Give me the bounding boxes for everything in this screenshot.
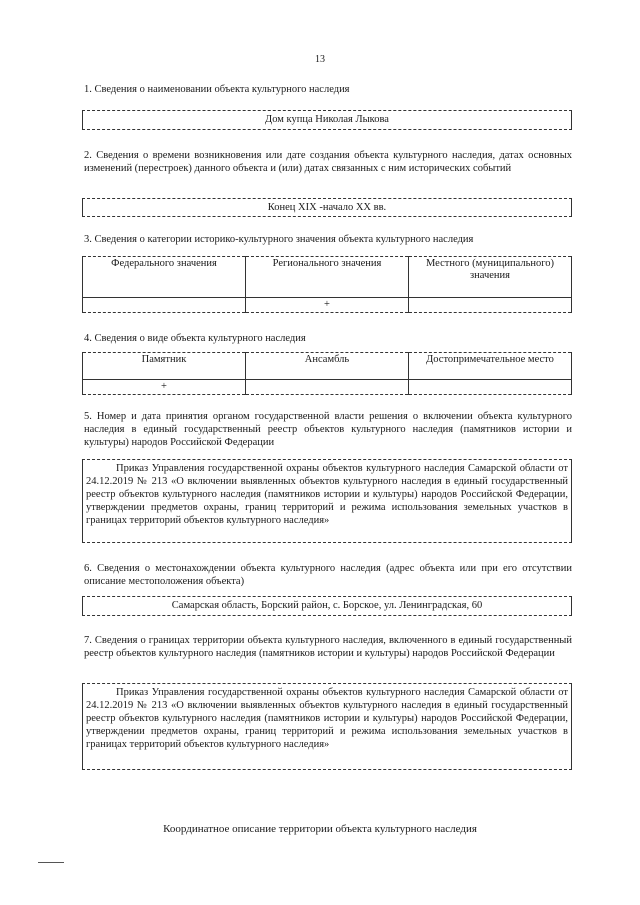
section-3-heading: 3. Сведения о категории историко-культурного значения объекта культурного наследия bbox=[84, 234, 474, 245]
column-header-ensemble: Ансамбль bbox=[246, 353, 409, 380]
section-1-heading: 1. Сведения о наименовании объекта культурного наследия bbox=[84, 84, 350, 95]
column-header-federal: Федерального значения bbox=[83, 257, 246, 298]
monument-mark-cell: + bbox=[83, 380, 246, 395]
footnote-divider bbox=[38, 862, 64, 863]
ensemble-mark-cell bbox=[246, 380, 409, 395]
object-name-box: Дом купца Николая Лыкова bbox=[82, 110, 572, 130]
column-header-landmark: Достопримечательное место bbox=[409, 353, 572, 380]
coordinate-description-title: Координатное описание территории объекта культурного наследия bbox=[163, 823, 477, 835]
registry-decision-text: Приказ Управления государственной охраны объектов культурного наследия Самарской области от 24.12.2019 № 213 «О включении выявленных объектов культурного наследия в единый государственный реестр объектов культурного наследия (памятников истории и культуры) народов Российской Федерации, утверждении предметов охраны, границ территорий и режима использования земельных участков в границах территорий объектов культурного наследия» bbox=[86, 463, 568, 526]
column-header-regional: Регионального значения bbox=[246, 257, 409, 298]
section-2-heading: 2. Сведения о времени возникновения или дате создания объекта культурного наследия, датах основных изменений (перестроек) данного объекта и (или) датах связанных с ним исторических событий bbox=[84, 150, 572, 174]
object-type-table bbox=[82, 352, 572, 395]
registry-decision-box bbox=[82, 459, 572, 543]
section-7-heading: 7. Сведения о границах территории объекта культурного наследия, включенного в единый государственный реестр объектов культурного наследия (памятников истории и культуры) народов Российской Федерации bbox=[84, 635, 572, 659]
section-6-heading: 6. Сведения о местонахождении объекта культурного наследия (адрес объекта или при его отсутствии описание местоположения объекта) bbox=[84, 563, 572, 587]
landmark-mark-cell bbox=[409, 380, 572, 395]
local-mark-cell bbox=[409, 298, 572, 313]
territory-boundaries-text: Приказ Управления государственной охраны объектов культурного наследия Самарской области от 24.12.2019 № 213 «О включении выявленных объектов культурного наследия в единый государственный реестр объектов культурного наследия (памятников истории и культуры) народов Российской Федерации, утверждении предметов охраны, границ территорий и режима использования земельных участков в границах территорий объектов культурного наследия» bbox=[86, 687, 568, 750]
address-box: Самарская область, Борский район, с. Борское, ул. Ленинградская, 60 bbox=[82, 596, 572, 616]
section-4-heading: 4. Сведения о виде объекта культурного наследия bbox=[84, 333, 306, 344]
significance-category-table bbox=[82, 256, 572, 313]
section-5-heading: 5. Номер и дата принятия органом государственной власти решения о включении объекта культурного наследия в единый государственный реестр объектов культурного наследия (памятников истории и культуры) народов Российской Федерации bbox=[84, 411, 572, 448]
territory-boundaries-box bbox=[82, 683, 572, 770]
column-header-local: Местного (муниципального) значения bbox=[409, 257, 572, 298]
regional-mark-cell: + bbox=[246, 298, 409, 313]
page-number: 13 bbox=[315, 54, 325, 65]
creation-date-box: Конец XIX -начало XX вв. bbox=[82, 198, 572, 217]
column-header-monument: Памятник bbox=[83, 353, 246, 380]
federal-mark-cell bbox=[83, 298, 246, 313]
